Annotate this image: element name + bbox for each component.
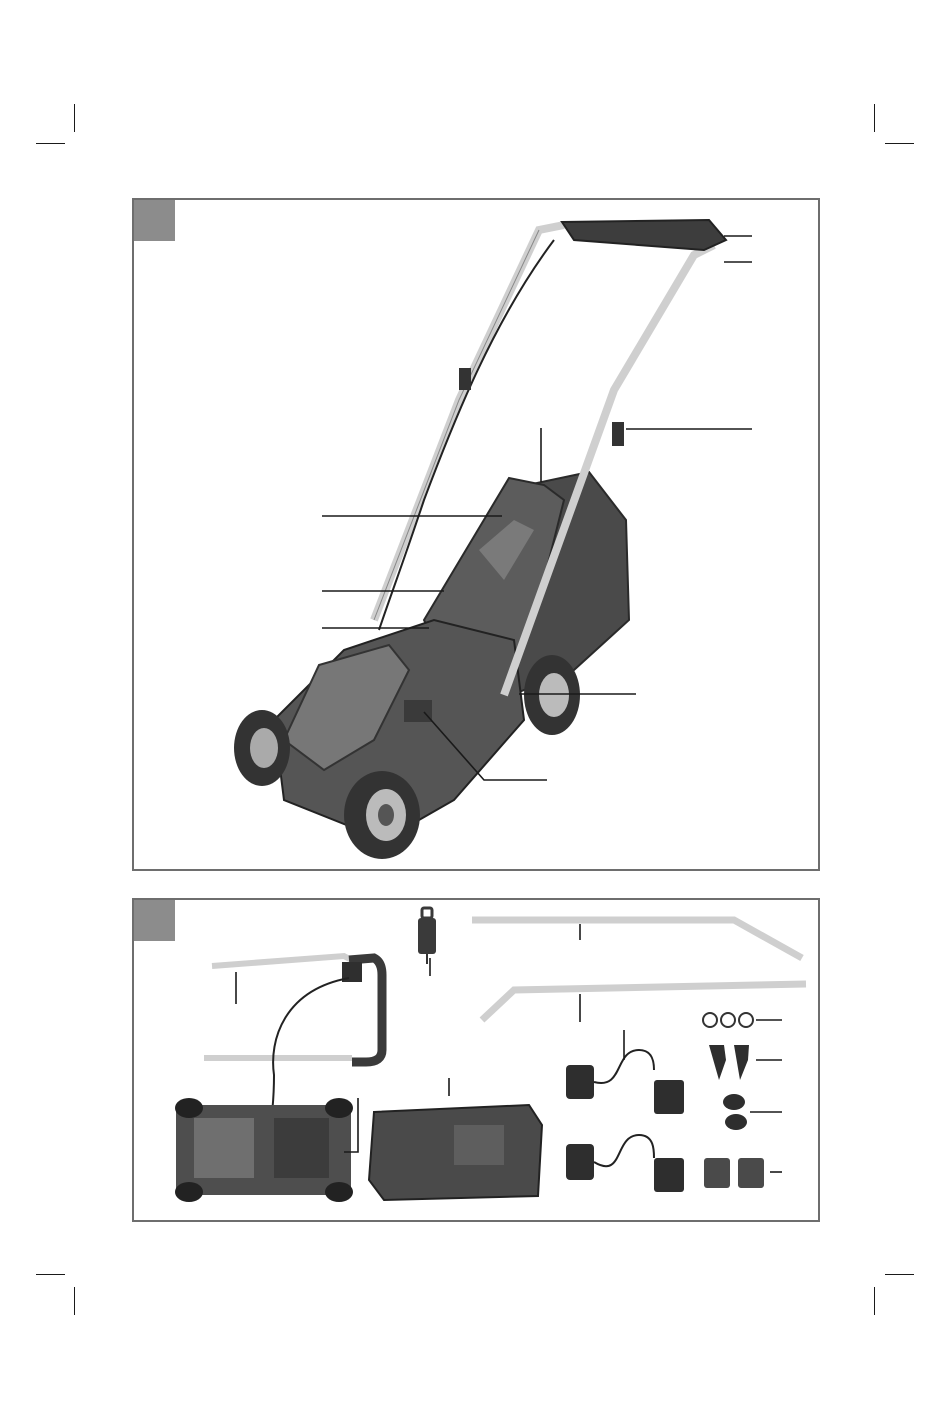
knob-1-icon bbox=[723, 1094, 745, 1110]
charger-2-icon bbox=[566, 1135, 684, 1192]
safety-key-icon bbox=[418, 908, 436, 964]
lawn-mower-illustration bbox=[134, 200, 818, 869]
front-left-wheel bbox=[234, 710, 290, 786]
handle-grip bbox=[562, 220, 726, 250]
height-adjust-lever bbox=[404, 700, 432, 722]
package-contents-illustration bbox=[134, 900, 818, 1220]
crop-mark bbox=[874, 1287, 875, 1315]
charger-1-icon bbox=[566, 1050, 684, 1114]
figure-1-panel bbox=[132, 198, 820, 871]
crop-mark bbox=[874, 104, 875, 132]
battery-2-icon bbox=[738, 1158, 764, 1188]
clamp-lever-2-icon bbox=[734, 1045, 749, 1080]
crop-mark bbox=[36, 1274, 65, 1275]
switch-cable bbox=[272, 978, 349, 1115]
lower-handle-tube-1 bbox=[472, 920, 802, 958]
mower-base-top-view bbox=[175, 1098, 353, 1202]
crop-mark bbox=[36, 143, 65, 144]
front-right-wheel bbox=[344, 771, 420, 859]
cable-clips-icon bbox=[703, 1013, 753, 1027]
figure-2-panel bbox=[132, 898, 820, 1222]
rear-wheel bbox=[524, 655, 580, 735]
crop-mark bbox=[885, 1274, 914, 1275]
handle-clamp-left bbox=[459, 368, 471, 390]
crop-mark bbox=[885, 143, 914, 144]
battery-1-icon bbox=[704, 1158, 730, 1188]
handle-clamp-right bbox=[612, 422, 624, 446]
lower-handle-tube-2 bbox=[482, 984, 806, 1020]
crop-mark bbox=[74, 1287, 75, 1315]
knob-2-icon bbox=[725, 1114, 747, 1130]
crop-mark bbox=[74, 104, 75, 132]
upper-handle-tube bbox=[212, 956, 359, 966]
clamp-lever-1-icon bbox=[709, 1045, 726, 1080]
grass-catcher-top-view bbox=[369, 1105, 542, 1200]
